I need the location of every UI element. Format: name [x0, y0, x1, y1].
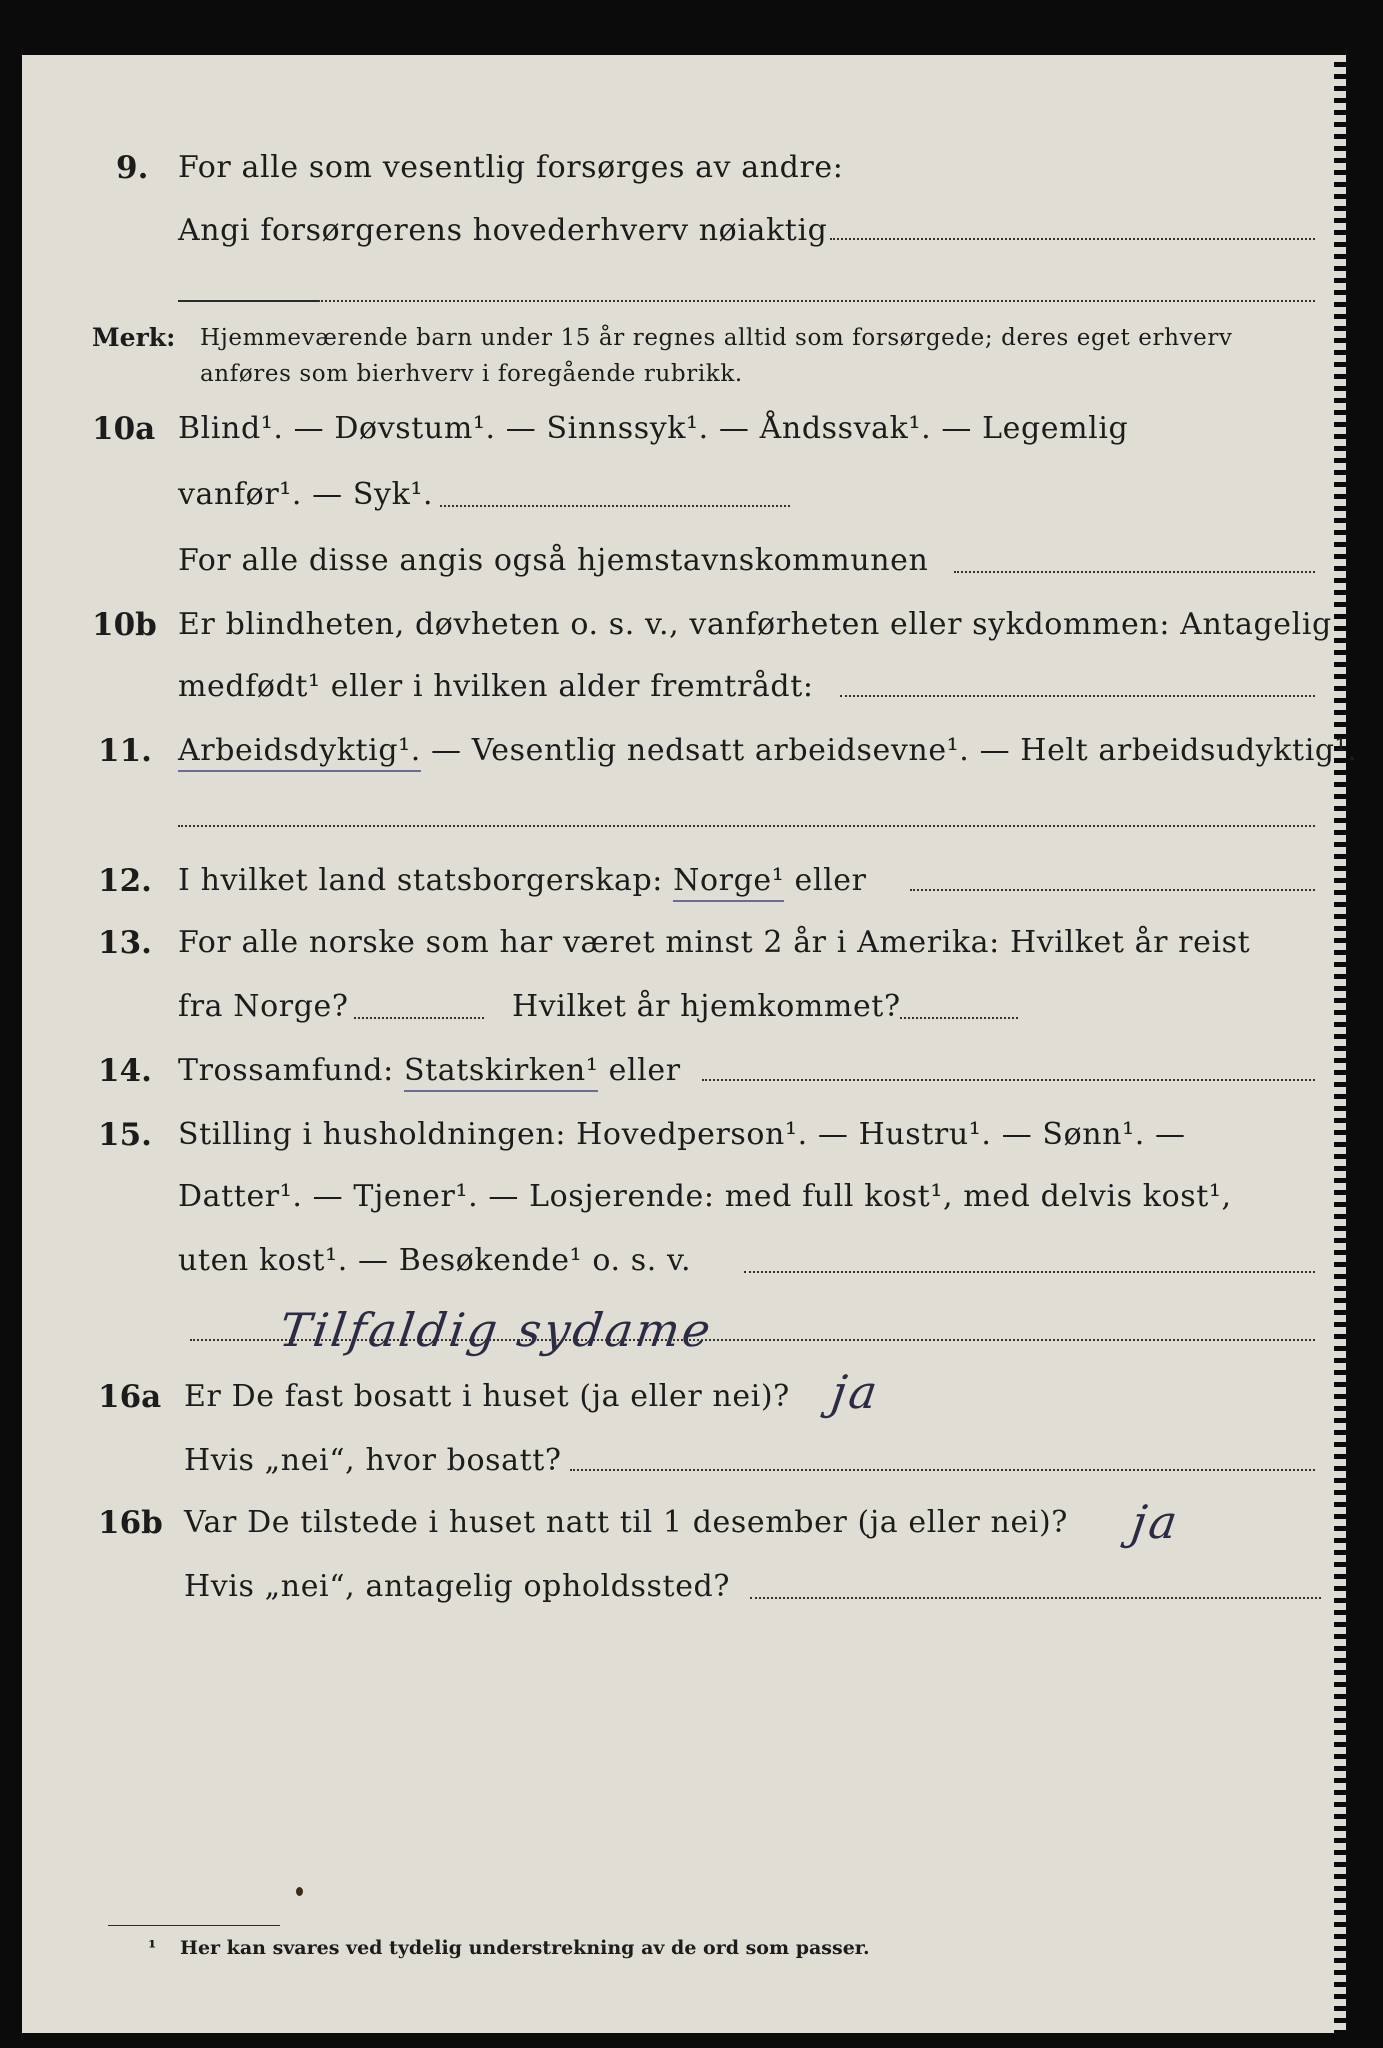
q15-answer-line: [744, 1271, 1315, 1273]
q13-line2b: Hvilket år hjemkommet?: [512, 989, 901, 1024]
merk-line1: Hjemmeværende barn under 15 år regnes alltid som forsørgede; deres eget erhverv: [200, 325, 1233, 351]
q13-line2a: fra Norge?: [178, 989, 349, 1024]
q10a-line2: vanfør¹. — Syk¹.: [178, 477, 434, 512]
q15-line2: Datter¹. — Tjener¹. — Losjerende: med full kost¹, med delvis kost¹,: [178, 1179, 1232, 1214]
q9-blank-line: [318, 300, 1315, 302]
q14-answer-line: [702, 1079, 1315, 1081]
q14-question: Trossamfund:: [178, 1053, 394, 1088]
q10a-number: 10a: [92, 411, 156, 447]
q13-line1: For alle norske som har været minst 2 år i Amerika: Hvilket år reist: [178, 925, 1251, 960]
q16a-handwritten-answer: ja: [828, 1365, 884, 1419]
q10b-line1: Er blindheten, døvheten o. s. v., vanførheten eller sykdommen: Antagelig: [178, 607, 1332, 642]
q13-year-returned-line: [900, 1017, 1018, 1019]
q16a-answer-line: [570, 1469, 1315, 1471]
q16a-number: 16a: [98, 1379, 162, 1415]
q15-line1: Stilling i husholdningen: Hovedperson¹. — Hustru¹. — Sønn¹. —: [178, 1117, 1186, 1152]
q16b-handwritten-answer: ja: [1128, 1495, 1184, 1549]
q9-line2: Angi forsørgerens hovederhverv nøiaktig: [178, 213, 828, 248]
q9-answer-line: [830, 238, 1315, 240]
q16a-line1: Er De fast bosatt i huset (ja eller nei)?: [184, 1379, 790, 1414]
q9-number: 9.: [116, 150, 149, 186]
q15-line3: uten kost¹. — Besøkende¹ o. s. v.: [178, 1243, 692, 1278]
q10a-hometown-line: [954, 571, 1315, 573]
q12-answer-line: [910, 889, 1315, 891]
q12-eller: eller: [794, 863, 867, 898]
q11-blank-line: [178, 825, 1315, 827]
perforated-edge: [1334, 55, 1346, 2033]
q11-line: [178, 733, 1357, 768]
q10a-answer-line: [440, 505, 790, 507]
q10b-answer-line: [840, 695, 1315, 697]
merk-line2: anføres som bierhverv i foregående rubrikk.: [200, 361, 743, 387]
q15-handwritten-answer: Tilfaldig sydame: [276, 1303, 717, 1357]
q14-eller: eller: [608, 1053, 681, 1088]
q10a-line3: For alle disse angis også hjemstavnskommunen: [178, 543, 929, 578]
q12-line: [178, 863, 867, 898]
ink-spot: [296, 1887, 303, 1896]
q13-year-left-line: [354, 1017, 484, 1019]
q12-question: I hvilket land statsborgerskap:: [178, 863, 663, 898]
q14-option-statskirken: Statskirken¹: [404, 1053, 599, 1092]
q16b-line2: Hvis „nei“, antagelig opholdssted?: [184, 1569, 731, 1604]
form-page: [22, 55, 1358, 2033]
footnote-text: Her kan svares ved tydelig understrekning av de ord som passer.: [180, 1937, 870, 1959]
q16b-line1: Var De tilstede i huset natt til 1 desember (ja eller nei)?: [184, 1505, 1068, 1540]
q16b-answer-line: [750, 1597, 1321, 1599]
q10b-line2: medfødt¹ eller i hvilken alder fremtrådt:: [178, 669, 814, 704]
q16a-line2: Hvis „nei“, hvor bosatt?: [184, 1443, 562, 1478]
q9-line1: For alle som vesentlig forsørges av andre:: [178, 150, 844, 185]
q13-number: 13.: [98, 925, 152, 961]
q11-other-options: — Vesentlig nedsatt arbeidsevne¹. — Helt arbeidsudyktig¹.: [431, 733, 1358, 768]
q14-line: [178, 1053, 681, 1088]
q12-option-norge: Norge¹: [673, 863, 784, 902]
q14-number: 14.: [98, 1053, 152, 1089]
q11-number: 11.: [98, 733, 152, 769]
q15-number: 15.: [98, 1117, 152, 1153]
footnote-marker: ¹: [148, 1937, 157, 1959]
q15-handwritten-line: [190, 1339, 1315, 1341]
q10a-line1: Blind¹. — Døvstum¹. — Sinnssyk¹. — Åndssvak¹. — Legemlig: [178, 411, 1129, 446]
q10b-number: 10b: [92, 607, 157, 643]
q9-divider: [178, 300, 318, 302]
q16b-number: 16b: [98, 1505, 163, 1541]
q11-option-arbeidsdyktig: Arbeidsdyktig¹.: [178, 733, 421, 772]
merk-label: Merk:: [92, 323, 176, 352]
q12-number: 12.: [98, 863, 152, 899]
footnote-rule: [108, 1925, 280, 1926]
